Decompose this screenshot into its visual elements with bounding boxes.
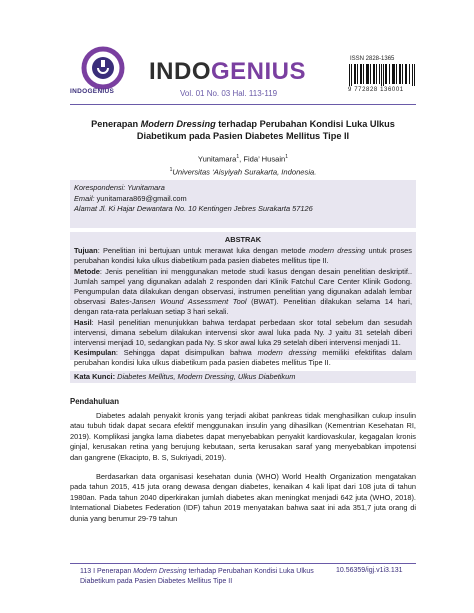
affil-mark: 1: [285, 154, 289, 160]
abstract-tujuan: [74, 246, 412, 266]
journal-name: [149, 58, 306, 86]
abstract-metode: [74, 267, 412, 318]
affiliation: [70, 165, 416, 178]
tujuan-text: untuk proses perubahan kondisi luka ulkus diabetikum pada pasien diabetes mellitus tipe II.: [74, 246, 412, 266]
email-label: Email:: [74, 193, 97, 203]
hasil-label: Hasil: [74, 317, 92, 327]
footer-italic: Modern Dressing: [133, 568, 187, 575]
correspondence-address: Alamat Jl. Ki Hajar Dewantara No. 10 Kentingen Jebres Surakarta 57126: [74, 204, 313, 213]
intro-paragraph-1: Diabetes adalah penyakit kronis yang terjadi akibat pankreas tidak menghasilkan cukup insulin atau tubuh tidak dapat secara efektif menggunakan insulin yang dihasilkan (Kementrian Kesehatan RI, 2019). Komplikasi jangka lama diabetes dapat menyebabkan penyakit kardiovaskular, kegagalan kronis ginjal, kerusakan retina yang berujung kebutaan, serta kerusakan saraf yang menyebabkan impotensi dan gangrene (Ekacipto, B. S, Sukriyadi, 2019).: [70, 411, 416, 462]
abstract-hasil: [74, 318, 412, 349]
barcode-number: 9 772828 136001: [348, 87, 404, 93]
footer-text: 113 I Penerapan: [80, 568, 134, 575]
keywords-value: Diabetes Mellitus, Modern Dressing, Ulkus Diabetikum: [117, 372, 296, 381]
kesimpulan-label: Kesimpulan: [74, 348, 116, 358]
title-italic: Modern Dressing: [140, 119, 216, 129]
footer-divider: [70, 563, 416, 564]
author-2: , Fida’ Husain: [239, 154, 286, 164]
journal-header: [0, 0, 474, 102]
article-title: [70, 118, 416, 142]
correspondence-box: [70, 180, 416, 228]
hasil-text: : Hasil penelitian menunjukkan bahwa terdapat perbedaan skor total sebelum dan sesudah intervensi, dimana sebelum dilakukan intervensi skor awal luka pada Ny. J yaitu 31 setelah diberi intervensi menjadi 10, sedangkan pada Ny. S skor awal luka 29 setelah diberi intervensi menjadi 11.: [74, 317, 412, 348]
metode-label: Metode: [74, 266, 100, 276]
abstract-kesimpulan: [74, 348, 412, 368]
section-heading: Pendahuluan: [70, 397, 119, 406]
kesimpulan-text: memiliki efektifitas dalam perubahan kondisi luka ulkus diabetikum pada pasien diabetes mellitus Tipe II.: [74, 348, 412, 368]
footer-text: terhadap Perubahan Kondisi Luka Ulkus Diabetikum pada Pasien Diabetes Mellitus Tipe II: [80, 568, 314, 585]
footer-citation: [70, 567, 330, 587]
metode-text: (BWAT). Penelitian dilakukan selama 14 hari, dengan rata-rata perlakuan setiap 3 hari sekali.: [74, 297, 412, 317]
intro-paragraph-2: Berdasarkan data organisasi kesehatan dunia (WHO) World Health Organization mengatakan pada tahun 2015, 415 juta orang dewasa dengan diabetes, kenaikan 4 kali lipat dari 108 juta di tahun 1980an. Pada tahun 2040 diperkirakan jumlah diabetes akan meningkat menjadi 642 juta (WHO, 2018). International Diabetes Federation (IDF) tahun 2019 menyatakan bahwa saat ini ada 351,7 juta orang di dunia yang berumur 29-79 tahun: [70, 472, 416, 523]
affil-mark: 1: [169, 167, 173, 174]
correspondence-author: Korespondensi: Yunitamara: [74, 183, 165, 192]
correspondence-email-line: [74, 194, 412, 205]
kesimpulan-italic: modern dressing: [257, 348, 317, 358]
metode-text: : Jenis penelitian ini menggunakan metode studi kasus dengan desain penelitian deskriptif.. Jumlah sampel yang digunakan adalah 2 responden dari Klinik Fatchul Care Center Klinik Godong. Pengumpulan data dilakukan dengan observasi, instrumen penelitian yang digunakan adalah lembar observasi: [74, 266, 412, 307]
tujuan-italic: modern dressing: [308, 246, 366, 256]
journal-name-part1: INDO: [149, 58, 211, 85]
kesimpulan-text: : Sehingga dapat disimpulkan bahwa: [115, 348, 258, 358]
journal-name-part2: GENIUS: [211, 58, 307, 85]
tujuan-label: Tujuan: [74, 246, 98, 256]
tujuan-text: : Penelitian ini bertujuan untuk merawat luka dengan metode: [97, 246, 309, 256]
header-divider: [70, 104, 416, 105]
title-part: Penerapan: [91, 119, 141, 129]
footer-doi[interactable]: 10.56359/igj.v1i3.131: [336, 567, 403, 574]
email-link[interactable]: yunitamara869@gmail.com: [96, 193, 187, 203]
issn-label: ISSN 2828-1365: [350, 56, 395, 62]
affiliation-text: Universitas ‘Aisyiyah Surakarta, Indonesia.: [172, 167, 317, 177]
affil-mark: 1: [236, 154, 240, 160]
abstract-box: [70, 232, 416, 368]
intro-body: [70, 411, 416, 533]
author-block: [70, 152, 416, 178]
logo-text: INDOGENIUS: [70, 88, 115, 95]
abstract-heading: ABSTRAK: [224, 235, 262, 244]
keywords-label: Kata Kunci:: [74, 372, 118, 381]
barcode-icon: [348, 64, 418, 86]
metode-italic: Bates-Jansen Wound Assessment Tool: [110, 297, 247, 307]
title-part: terhadap Perubahan Kondisi Luka Ulkus Diabetikum pada Pasien Diabetes Mellitus Tipe II: [136, 119, 395, 141]
author-names: [70, 152, 416, 165]
keywords-box: [70, 371, 416, 383]
author-1: Yunitamara: [197, 154, 237, 164]
journal-volume: Vol. 01 No. 03 Hal. 113-119: [180, 89, 278, 98]
